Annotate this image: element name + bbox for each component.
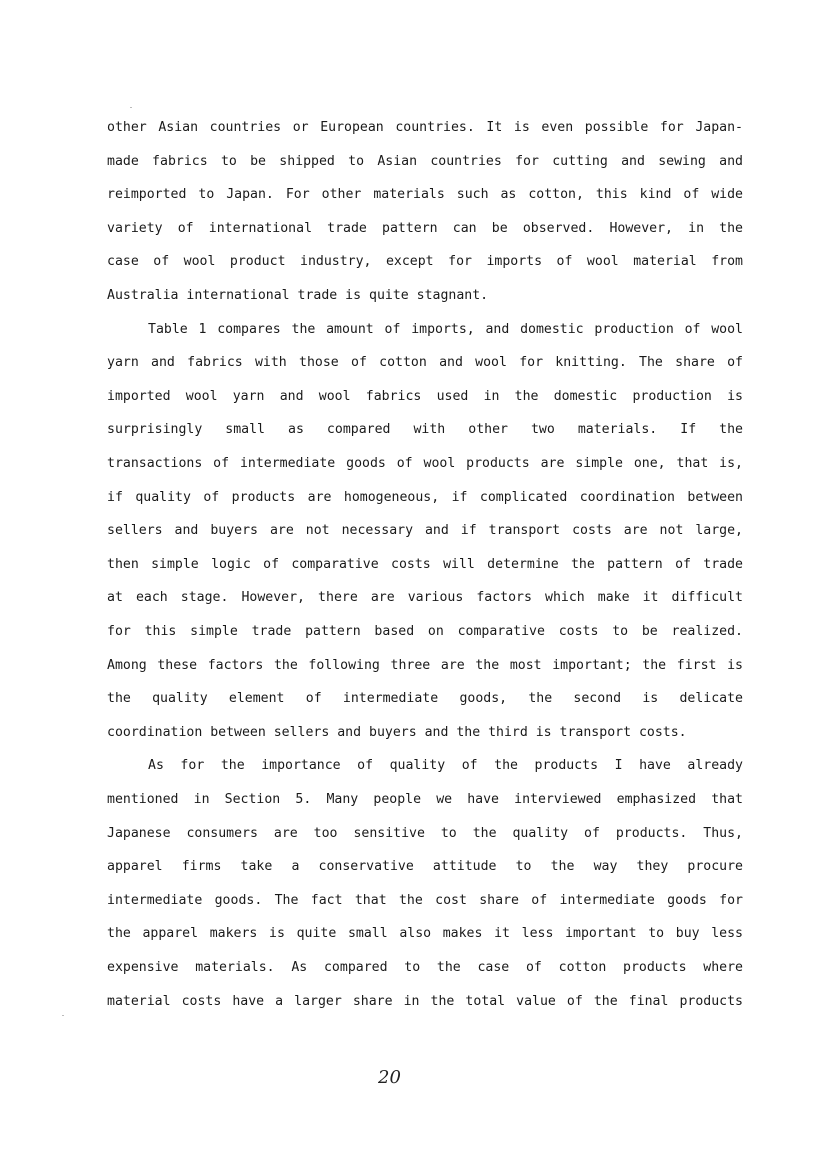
scan-speck (62, 1015, 64, 1016)
text-line: coordination between sellers and buyers and the third is transport costs. (107, 724, 687, 740)
text-line: case of wool product industry, except for imports of wool material from (107, 254, 743, 270)
text-line: sellers and buyers are not necessary and if transport costs are not large, (107, 523, 743, 539)
text-line: made fabrics to be shipped to Asian countries for cutting and sewing and (107, 153, 743, 169)
text-line: intermediate goods. The fact that the cost share of intermediate goods for (107, 892, 743, 908)
text-line: Table 1 compares the amount of imports, and domestic production of wool (148, 321, 743, 337)
text-line: Japanese consumers are too sensitive to the quality of products. Thus, (107, 825, 743, 841)
text-line: Australia international trade is quite stagnant. (107, 288, 489, 303)
page-number: 20 (378, 1067, 401, 1088)
text-line: reimported to Japan. For other materials such as cotton, this kind of wide (107, 187, 743, 203)
text-line: at each stage. However, there are various factors which make it difficult (107, 590, 743, 606)
text-line: apparel firms take a conservative attitude to the way they procure (107, 859, 743, 875)
text-line: material costs have a larger share in the total value of the final products (107, 993, 743, 1009)
text-line: Among these factors the following three are the most important; the first is (107, 657, 743, 673)
text-line: the apparel makers is quite small also makes it less important to buy less (107, 926, 743, 942)
text-line: the quality element of intermediate goods, the second is delicate (107, 691, 743, 707)
text-line: other Asian countries or European countries. It is even possible for Japan- (107, 120, 743, 135)
text-line: variety of international trade pattern can be observed. However, in the (107, 220, 743, 236)
text-line: if quality of products are homogeneous, if complicated coordination between (107, 489, 743, 505)
text-line: then simple logic of comparative costs will determine the pattern of trade (107, 556, 743, 572)
text-line: transactions of intermediate goods of wool products are simple one, that is, (107, 456, 743, 471)
text-line: As for the importance of quality of the products I have already (148, 758, 743, 774)
scan-speck (130, 107, 132, 108)
text-line: expensive materials. As compared to the case of cotton products where (107, 960, 743, 975)
text-line: for this simple trade pattern based on comparative costs to be realized. (107, 624, 743, 639)
text-line: yarn and fabrics with those of cotton and wool for knitting. The share of (107, 355, 743, 371)
text-line: imported wool yarn and wool fabrics used in the domestic production is (107, 388, 743, 404)
text-line: mentioned in Section 5. Many people we have interviewed emphasized that (107, 792, 743, 807)
text-line: surprisingly small as compared with other two materials. If the (107, 422, 743, 438)
